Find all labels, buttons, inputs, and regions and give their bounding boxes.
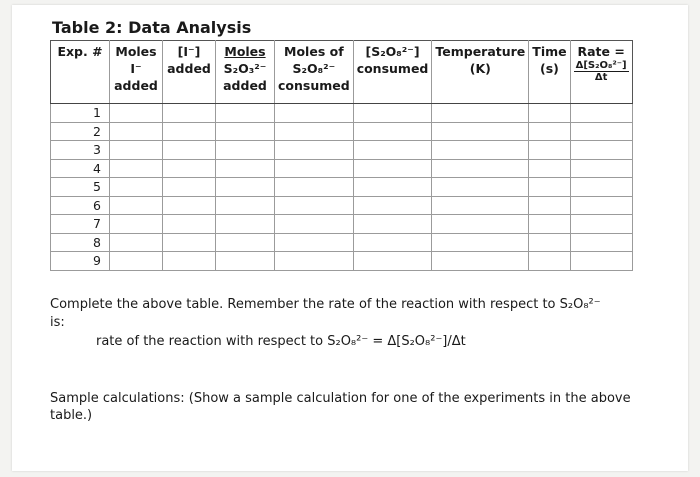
table-body (51, 104, 633, 271)
data-analysis-table (50, 40, 633, 271)
header-rate-line1: Rate = (577, 44, 625, 59)
table-cell[interactable] (163, 141, 216, 160)
table-cell[interactable] (163, 122, 216, 141)
table-cell[interactable] (216, 159, 275, 178)
table-title: Table 2: Data Analysis (52, 18, 252, 37)
table-cell[interactable] (216, 196, 275, 215)
table-cell[interactable] (163, 159, 216, 178)
table-cell[interactable] (432, 196, 529, 215)
table-cell[interactable] (163, 178, 216, 197)
table-cell[interactable] (529, 159, 570, 178)
table-cell[interactable] (275, 159, 354, 178)
table-cell[interactable] (353, 215, 432, 234)
table-cell[interactable] (570, 104, 632, 123)
header-exp-label: Exp. # (57, 44, 103, 59)
header-conc-s2o8-line2: consumed (356, 61, 429, 76)
row-number: 2 (51, 122, 110, 141)
table-row (51, 159, 633, 178)
header-conc-s2o8-line1: [S₂O₈²⁻] (365, 44, 420, 59)
header-moles-i (110, 41, 163, 104)
header-moles-s2o3-line1: Moles (224, 44, 266, 59)
table-header-row (51, 41, 633, 104)
table-cell[interactable] (529, 252, 570, 271)
table-cell[interactable] (110, 122, 163, 141)
table-cell[interactable] (216, 141, 275, 160)
table-cell[interactable] (275, 178, 354, 197)
header-moles-i-line3: added (114, 78, 158, 93)
row-number: 3 (51, 141, 110, 160)
table-cell[interactable] (529, 215, 570, 234)
table-cell[interactable] (432, 122, 529, 141)
table-cell[interactable] (275, 215, 354, 234)
table-cell[interactable] (570, 215, 632, 234)
table-cell[interactable] (529, 196, 570, 215)
table-row (51, 122, 633, 141)
table-cell[interactable] (216, 178, 275, 197)
table-cell[interactable] (216, 252, 275, 271)
table-cell[interactable] (216, 104, 275, 123)
table-cell[interactable] (570, 178, 632, 197)
table-cell[interactable] (110, 215, 163, 234)
sample-calc-text-cont: table.) (50, 408, 93, 423)
table-cell[interactable] (275, 196, 354, 215)
table-cell[interactable] (110, 252, 163, 271)
header-temperature-line2: (K) (469, 61, 491, 76)
header-conc-s2o8 (353, 41, 432, 104)
header-conc-i-line2: added (167, 61, 211, 76)
table-cell[interactable] (110, 104, 163, 123)
row-number: 6 (51, 196, 110, 215)
table-cell[interactable] (275, 104, 354, 123)
header-moles-s2o3-line3: added (223, 78, 267, 93)
table-cell[interactable] (353, 233, 432, 252)
header-moles-i-line2: I⁻ (130, 61, 142, 76)
table-cell[interactable] (432, 252, 529, 271)
table-cell[interactable] (353, 252, 432, 271)
table-cell[interactable] (110, 178, 163, 197)
row-number: 7 (51, 215, 110, 234)
table-cell[interactable] (216, 215, 275, 234)
table-row (51, 196, 633, 215)
header-moles-s2o3-line2: S₂O₃²⁻ (223, 61, 267, 76)
table-cell[interactable] (432, 141, 529, 160)
table-row (51, 252, 633, 271)
table-cell[interactable] (353, 122, 432, 141)
rate-numerator: Δ[S₂O₈²⁻] (575, 60, 627, 71)
table-cell[interactable] (353, 178, 432, 197)
table-cell[interactable] (216, 233, 275, 252)
table-row (51, 233, 633, 252)
table-cell[interactable] (432, 104, 529, 123)
table-cell[interactable] (163, 233, 216, 252)
table-cell[interactable] (110, 159, 163, 178)
table-row (51, 178, 633, 197)
table-cell[interactable] (432, 159, 529, 178)
table-cell[interactable] (163, 196, 216, 215)
header-temperature-line1: Temperature (435, 44, 526, 59)
header-moles-s2o8-line2: S₂O₈²⁻ (292, 61, 336, 76)
table-cell[interactable] (432, 233, 529, 252)
table-cell[interactable] (570, 252, 632, 271)
table-cell[interactable] (529, 122, 570, 141)
table-cell[interactable] (110, 196, 163, 215)
table-cell[interactable] (353, 159, 432, 178)
table-cell[interactable] (110, 141, 163, 160)
row-number: 4 (51, 159, 110, 178)
header-time-line2: (s) (540, 61, 559, 76)
table-cell[interactable] (275, 233, 354, 252)
sample-calc-text: Sample calculations: (Show a sample calculation for one of the experiments in the above (50, 391, 631, 406)
rate-expression: rate of the reaction with respect to S₂O₈²⁻ = Δ[S₂O₈²⁻]/Δt (96, 334, 466, 349)
table-cell[interactable] (432, 215, 529, 234)
rate-fraction (574, 60, 629, 83)
table-cell[interactable] (570, 159, 632, 178)
header-exp (51, 41, 110, 104)
row-number: 1 (51, 104, 110, 123)
row-number: 9 (51, 252, 110, 271)
rate-denominator: Δt (594, 72, 608, 83)
row-number: 8 (51, 233, 110, 252)
table-cell[interactable] (275, 122, 354, 141)
table-cell[interactable] (570, 122, 632, 141)
table-row (51, 141, 633, 160)
row-number: 5 (51, 178, 110, 197)
table-cell[interactable] (110, 233, 163, 252)
header-moles-s2o8 (275, 41, 354, 104)
table-cell[interactable] (216, 122, 275, 141)
header-temperature (432, 41, 529, 104)
header-conc-i-line1: [I⁻] (177, 44, 201, 59)
table-cell[interactable] (529, 178, 570, 197)
table-row (51, 215, 633, 234)
instruction-text-cont: is: (50, 315, 65, 330)
table-cell[interactable] (275, 252, 354, 271)
table-cell[interactable] (353, 104, 432, 123)
table-cell[interactable] (163, 252, 216, 271)
table-cell[interactable] (570, 233, 632, 252)
header-moles-s2o3 (216, 41, 275, 104)
header-moles-i-line1: Moles (115, 44, 157, 59)
instruction-text: Complete the above table. Remember the rate of the reaction with respect to S₂O₈²⁻ (50, 297, 601, 312)
header-moles-s2o8-line1: Moles of (284, 44, 344, 59)
table-cell[interactable] (529, 233, 570, 252)
header-conc-i (163, 41, 216, 104)
table-cell[interactable] (529, 104, 570, 123)
table-cell[interactable] (353, 196, 432, 215)
table-cell[interactable] (529, 141, 570, 160)
header-moles-s2o8-line3: consumed (278, 78, 350, 93)
table-row (51, 104, 633, 123)
header-time-line1: Time (532, 44, 567, 59)
table-cell[interactable] (570, 141, 632, 160)
table-cell[interactable] (570, 196, 632, 215)
table-cell[interactable] (163, 104, 216, 123)
table-cell[interactable] (432, 178, 529, 197)
header-time (529, 41, 570, 104)
table-cell[interactable] (163, 215, 216, 234)
header-rate (570, 41, 632, 104)
table-cell[interactable] (275, 141, 354, 160)
table-cell[interactable] (353, 141, 432, 160)
